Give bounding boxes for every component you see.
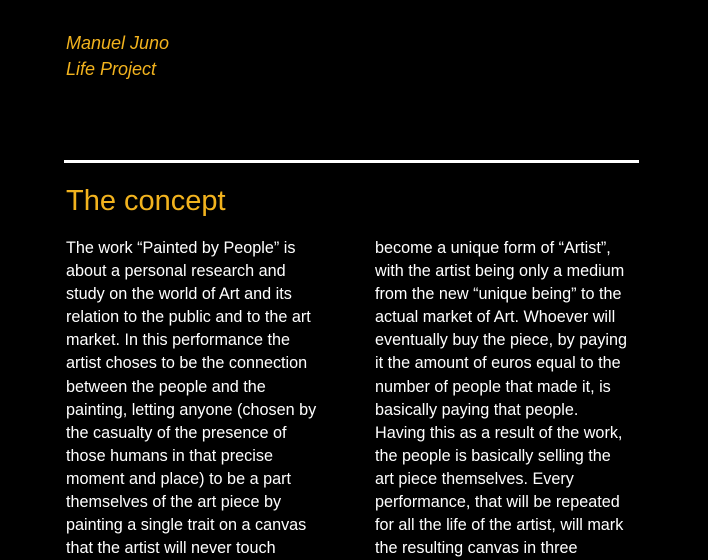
text-line: artist choses to be the connection xyxy=(66,354,308,373)
text-line: the resulting canvas in three xyxy=(375,539,578,558)
text-line: number of people that made it, is xyxy=(375,377,611,396)
horizontal-divider xyxy=(64,160,639,163)
text-line: those humans in that precise xyxy=(66,446,273,465)
text-line: between the people and the xyxy=(66,377,266,396)
text-line: become a unique form of “Artist”, xyxy=(375,239,611,257)
text-line: actual market of Art. Whoever will xyxy=(375,308,616,327)
text-line: market. In this performance the xyxy=(66,331,291,350)
text-line: basically paying that people. xyxy=(375,400,579,419)
text-line: painting a single trait on a canvas xyxy=(66,516,307,535)
text-line: eventually buy the piece, by paying xyxy=(375,331,627,350)
text-line: about a personal research and xyxy=(66,262,286,281)
text-line: painting, letting anyone (chosen by xyxy=(66,400,317,419)
text-line: relation to the public and to the art xyxy=(66,308,311,327)
text-line: the casualty of the presence of xyxy=(66,423,287,442)
author-name: Manuel Juno xyxy=(66,33,170,53)
text-line: themselves of the art piece by xyxy=(66,493,282,512)
text-column-right xyxy=(375,237,627,560)
text-line: performance, that will be repeated xyxy=(375,493,620,512)
header xyxy=(66,30,169,82)
text-line: study on the world of Art and its xyxy=(66,285,292,304)
text-line: Having this as a result of the work, xyxy=(375,423,623,442)
text-line: for all the life of the artist, will mark xyxy=(375,516,624,535)
text-line: moment and place) to be a part xyxy=(66,469,291,488)
text-line: that the artist will never touch xyxy=(66,539,276,558)
text-line: The work “Painted by People” is xyxy=(66,239,296,257)
text-column-left xyxy=(66,237,316,560)
project-name: Life Project xyxy=(66,59,157,79)
text-line: art piece themselves. Every xyxy=(375,469,574,488)
text-line: with the artist being only a medium xyxy=(375,262,625,281)
text-line: from the new “unique being” to the xyxy=(375,285,622,304)
text-line: it the amount of euros equal to the xyxy=(375,354,621,373)
section-title: The concept xyxy=(66,185,226,217)
text-line: the people is basically selling the xyxy=(375,446,611,465)
